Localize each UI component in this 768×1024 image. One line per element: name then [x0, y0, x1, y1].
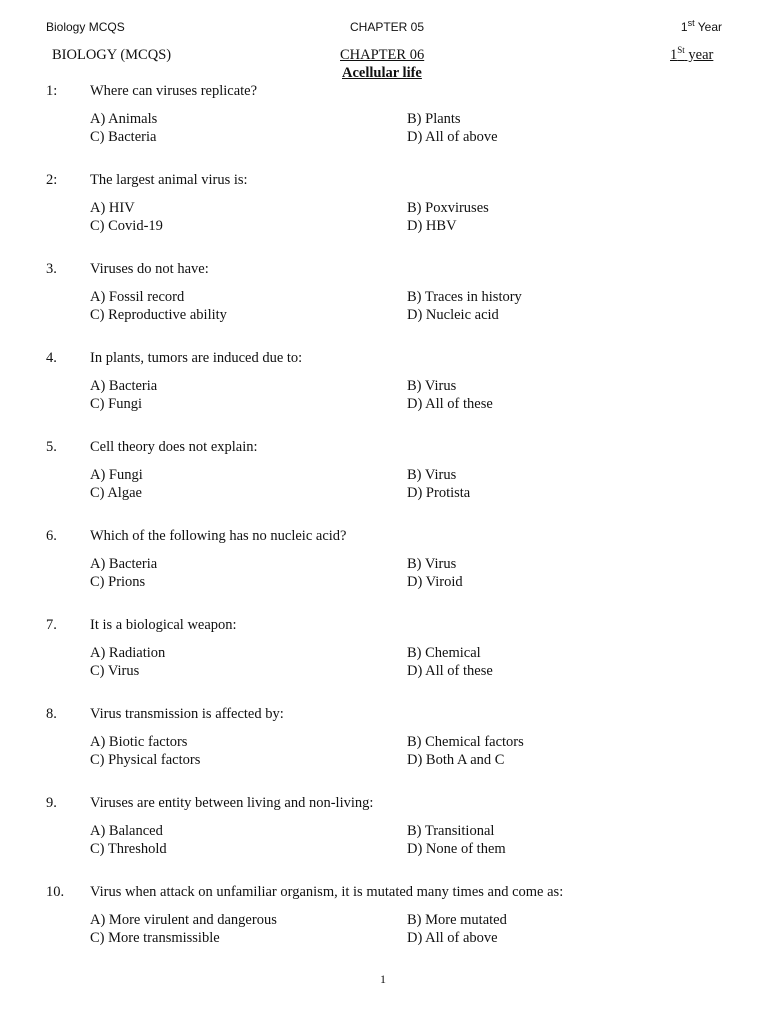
- page-number: 1: [380, 972, 386, 986]
- option-c: C) More transmissible: [90, 930, 220, 946]
- option-c: C) Covid-19: [90, 218, 163, 234]
- question-text: Where can viruses replicate?: [90, 83, 258, 99]
- option-b: B) Virus: [407, 467, 457, 483]
- question-item: [0, 172, 768, 261]
- option-a: A) Balanced: [90, 823, 163, 839]
- question-item: [0, 528, 768, 617]
- title-year: 1St year: [670, 45, 714, 63]
- option-d: D) Viroid: [407, 574, 463, 590]
- option-a: A) More virulent and dangerous: [90, 912, 277, 928]
- question-number: 5.: [46, 439, 57, 455]
- header-year: 1st Year: [680, 18, 722, 34]
- question-number: 3.: [46, 261, 57, 277]
- document-title: [0, 47, 768, 87]
- option-d: D) Nucleic acid: [407, 307, 499, 323]
- question-text: Viruses are entity between living and non-living:: [90, 795, 374, 811]
- question-list: [0, 83, 768, 973]
- option-d: D) HBV: [407, 218, 457, 234]
- option-a: A) Biotic factors: [90, 734, 188, 750]
- question-number: 9.: [46, 795, 57, 811]
- question-number: 2:: [46, 172, 58, 188]
- question-text: The largest animal virus is:: [90, 172, 248, 188]
- option-b: B) Chemical: [407, 645, 481, 661]
- question-text: Which of the following has no nucleic acid?: [90, 528, 347, 544]
- option-c: C) Physical factors: [90, 752, 201, 768]
- question-item: [0, 795, 768, 884]
- option-b: B) Virus: [407, 556, 457, 572]
- question-item: [0, 350, 768, 439]
- option-c: C) Fungi: [90, 396, 142, 412]
- option-a: A) Animals: [90, 111, 158, 127]
- option-b: B) Poxviruses: [407, 200, 489, 216]
- option-a: A) HIV: [90, 200, 135, 216]
- option-b: B) More mutated: [407, 912, 507, 928]
- question-number: 4.: [46, 350, 57, 366]
- question-item: [0, 261, 768, 350]
- option-c: C) Bacteria: [90, 129, 157, 145]
- option-a: A) Bacteria: [90, 556, 158, 572]
- option-c: C) Algae: [90, 485, 142, 501]
- question-number: 8.: [46, 706, 57, 722]
- question-number: 1:: [46, 83, 58, 99]
- option-c: C) Threshold: [90, 841, 167, 857]
- option-c: C) Virus: [90, 663, 140, 679]
- question-item: [0, 884, 768, 973]
- question-text: Virus transmission is affected by:: [90, 706, 284, 722]
- option-b: B) Chemical factors: [407, 734, 524, 750]
- question-number: 7.: [46, 617, 57, 633]
- option-a: A) Radiation: [90, 645, 166, 661]
- question-text: Viruses do not have:: [90, 261, 209, 277]
- option-c: C) Prions: [90, 574, 146, 590]
- header-subject: Biology MCQS: [46, 20, 125, 34]
- option-a: A) Bacteria: [90, 378, 158, 394]
- option-d: D) Both A and C: [407, 752, 505, 768]
- option-d: D) All of above: [407, 930, 498, 946]
- title-subject: BIOLOGY (MCQS): [52, 47, 172, 63]
- option-d: D) All of these: [407, 663, 493, 679]
- question-item: [0, 617, 768, 706]
- option-d: D) All of above: [407, 129, 498, 145]
- option-b: B) Traces in history: [407, 289, 522, 305]
- option-a: A) Fossil record: [90, 289, 185, 305]
- title-chapter: CHAPTER 06: [340, 47, 425, 63]
- title-topic: Acellular life: [342, 65, 422, 81]
- option-d: D) Protista: [407, 485, 471, 501]
- option-c: C) Reproductive ability: [90, 307, 227, 323]
- question-text: It is a biological weapon:: [90, 617, 237, 633]
- question-item: [0, 83, 768, 172]
- header-chapter: CHAPTER 05: [350, 20, 425, 34]
- option-d: D) All of these: [407, 396, 493, 412]
- question-item: [0, 439, 768, 528]
- option-b: B) Plants: [407, 111, 461, 127]
- option-b: B) Transitional: [407, 823, 495, 839]
- option-b: B) Virus: [407, 378, 457, 394]
- question-number: 6.: [46, 528, 57, 544]
- question-text: In plants, tumors are induced due to:: [90, 350, 303, 366]
- question-text: Cell theory does not explain:: [90, 439, 258, 455]
- question-text: Virus when attack on unfamiliar organism, it is mutated many times and come as:: [90, 884, 564, 900]
- question-item: [0, 706, 768, 795]
- option-d: D) None of them: [407, 841, 506, 857]
- question-number: 10.: [46, 884, 65, 900]
- option-a: A) Fungi: [90, 467, 143, 483]
